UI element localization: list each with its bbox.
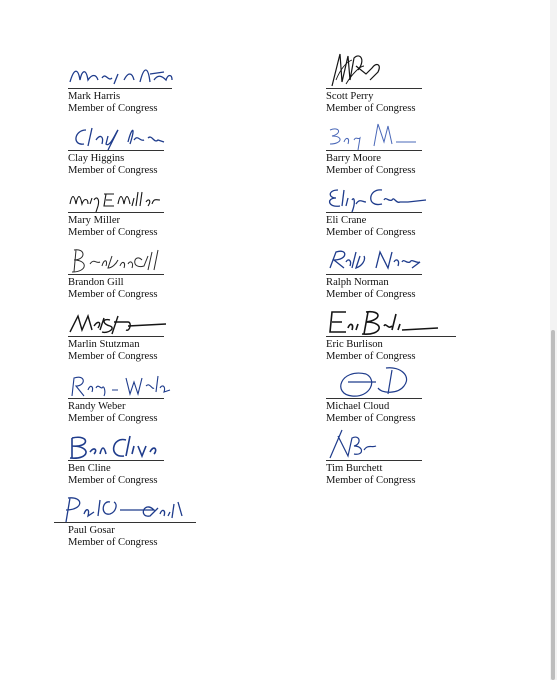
handwritten-signature — [326, 246, 436, 276]
signature-line — [68, 150, 164, 151]
signature-line — [326, 88, 422, 89]
signature-line — [326, 150, 422, 151]
signatory-role: Member of Congress — [68, 103, 158, 114]
handwritten-signature — [326, 432, 436, 462]
signature-line — [68, 88, 172, 89]
signature-line — [68, 212, 164, 213]
signatory-role: Member of Congress — [68, 475, 158, 486]
signatory-role: Member of Congress — [68, 351, 158, 362]
handwritten-signature — [68, 60, 178, 90]
signature-block-tim-burchett — [326, 432, 486, 512]
handwritten-signature — [68, 122, 178, 152]
signatory-role: Member of Congress — [68, 537, 158, 548]
handwritten-signature — [68, 308, 178, 338]
signatory-name: Paul Gosar — [68, 525, 115, 536]
handwritten-signature — [326, 308, 456, 338]
scrollbar-thumb[interactable] — [551, 330, 555, 680]
signatory-name: Ben Cline — [68, 463, 111, 474]
handwritten-signature — [326, 370, 436, 400]
signatory-role: Member of Congress — [68, 227, 158, 238]
signature-line — [68, 336, 164, 337]
signature-line — [326, 460, 422, 461]
signature-line — [326, 398, 422, 399]
signature-line — [326, 274, 422, 275]
signatory-name: Marlin Stutzman — [68, 339, 140, 350]
signatory-name: Eric Burlison — [326, 339, 383, 350]
signature-block-paul-gosar — [54, 494, 214, 574]
signature-line — [68, 274, 164, 275]
signatory-role: Member of Congress — [68, 165, 158, 176]
signatory-role: Member of Congress — [326, 475, 416, 486]
signatory-name: Mark Harris — [68, 91, 121, 102]
signature-line — [68, 398, 164, 399]
handwritten-signature — [68, 370, 178, 400]
signature-line — [68, 460, 164, 461]
signatory-role: Member of Congress — [326, 413, 416, 424]
signatory-role: Member of Congress — [326, 165, 416, 176]
signatory-name: Scott Perry — [326, 91, 374, 102]
signatory-name: Mary Miller — [68, 215, 121, 226]
signatory-name: Eli Crane — [326, 215, 367, 226]
signature-line — [54, 522, 196, 523]
signatory-name: Ralph Norman — [326, 277, 389, 288]
handwritten-signature — [326, 60, 436, 90]
handwritten-signature — [54, 494, 194, 524]
signatory-role: Member of Congress — [326, 103, 416, 114]
signatory-name: Barry Moore — [326, 153, 382, 164]
signatory-role: Member of Congress — [326, 227, 416, 238]
signatory-role: Member of Congress — [68, 413, 158, 424]
signature-line — [326, 212, 422, 213]
handwritten-signature — [68, 432, 178, 462]
signatory-name: Clay Higgins — [68, 153, 125, 164]
signatory-name: Tim Burchett — [326, 463, 383, 474]
signature-line — [326, 336, 456, 337]
signatory-role: Member of Congress — [68, 289, 158, 300]
signatory-name: Randy Weber — [68, 401, 126, 412]
signatory-role: Member of Congress — [326, 351, 416, 362]
handwritten-signature — [326, 184, 436, 214]
scrollbar[interactable] — [550, 0, 557, 680]
signatory-name: Brandon Gill — [68, 277, 124, 288]
signatory-name: Michael Cloud — [326, 401, 390, 412]
signatory-role: Member of Congress — [326, 289, 416, 300]
handwritten-signature — [68, 246, 178, 276]
handwritten-signature — [68, 184, 178, 214]
handwritten-signature — [326, 122, 436, 152]
